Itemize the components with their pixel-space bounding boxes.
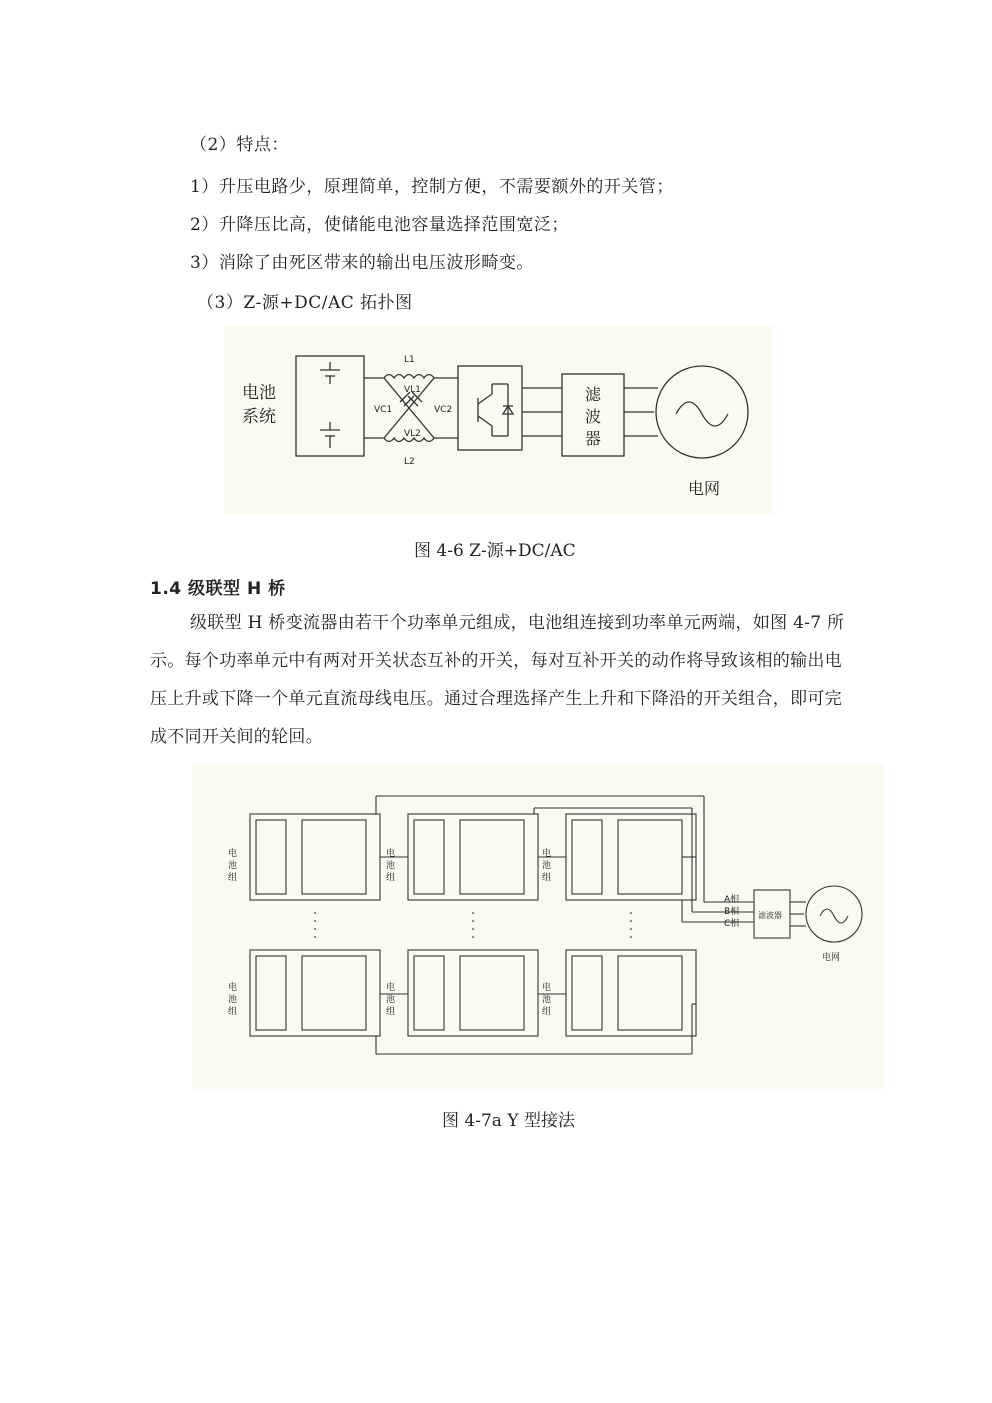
battery-group-char-1: 电 — [542, 983, 552, 993]
inverter-box — [458, 366, 522, 450]
section-1-4-paragraph: 级联型 H 桥变流器由若干个功率单元组成，电池组连接到功率单元两端，如图 4-7 所示。每个功率单元中有两对开关状态互补的开关，每对互补开关的动作将导致该相的输出电压上升或下降一个单元直流母线电压。通过合理选择产生上升和下降沿的开关组合，即可完成不同开关间的轮回。 — [150, 613, 845, 747]
filter-char-3: 器 — [585, 429, 602, 448]
label-vc1: VC1 — [374, 405, 393, 415]
battery-group-char-2: 池 — [542, 861, 552, 871]
figure-4-7a-caption: 图 4-7a Y 型接法 — [442, 1111, 575, 1131]
section-title-topology: （3）Z-源+DC/AC 拓扑图 — [197, 293, 413, 313]
battery-group-char-1: 电 — [386, 849, 396, 859]
figure-4-6 — [224, 326, 772, 514]
phase-c-label: C相 — [724, 919, 740, 929]
filter-label: 滤波器 — [758, 911, 782, 920]
battery-group-char-1: 电 — [542, 849, 552, 859]
battery-group-char-2: 池 — [228, 861, 238, 871]
z-source-diagram — [224, 326, 772, 514]
feature-item-3: 3）消除了由死区带来的输出电压波形畸变。 — [190, 253, 534, 273]
battery-group-char-2: 池 — [386, 861, 396, 871]
inductor-l1 — [384, 375, 434, 379]
battery-group-char-3: 组 — [228, 873, 238, 883]
grid-label-small: 电网 — [822, 953, 841, 963]
battery-label-line1: 电池 — [242, 383, 276, 403]
figure-4-7a — [192, 764, 884, 1089]
feature-item-2: 2）升降压比高，使储能电池容量选择范围宽泛； — [190, 215, 569, 235]
filter-char-2: 波 — [585, 407, 602, 426]
battery-label-line2: 系统 — [242, 407, 276, 427]
battery-group-char-1: 电 — [228, 849, 238, 859]
section-title-features: （2）特点： — [190, 135, 289, 155]
section-heading-1-4: 1.4 级联型 H 桥 — [150, 579, 286, 599]
phase-b-label: B相 — [724, 907, 740, 917]
grid-label: 电网 — [688, 479, 721, 498]
battery-group-char-2: 池 — [542, 995, 552, 1005]
label-vl2: VL2 — [404, 429, 421, 439]
label-vc2: VC2 — [434, 405, 453, 415]
battery-group-char-1: 电 — [386, 983, 396, 993]
feature-item-1: 1）升压电路少，原理简单，控制方便，不需要额外的开关管； — [190, 177, 674, 197]
battery-group-char-3: 组 — [386, 873, 396, 883]
figure-4-6-caption: 图 4-6 Z-源+DC/AC — [414, 541, 576, 561]
battery-group-char-2: 池 — [228, 995, 238, 1005]
label-vl1: VL1 — [404, 385, 421, 395]
grid-source-circle — [656, 366, 748, 458]
battery-group-char-1: 电 — [228, 983, 238, 993]
grid-circle-small — [806, 886, 862, 942]
battery-group-char-3: 组 — [228, 1007, 238, 1017]
filter-char-1: 滤 — [585, 385, 602, 404]
battery-group-char-2: 池 — [386, 995, 396, 1005]
battery-group-char-3: 组 — [386, 1007, 396, 1017]
battery-group-char-3: 组 — [542, 873, 552, 883]
cascaded-h-bridge-diagram — [192, 764, 884, 1089]
label-l2: L2 — [404, 457, 415, 467]
phase-a-label: A相 — [724, 895, 740, 905]
label-l1: L1 — [404, 355, 415, 365]
battery-group-char-3: 组 — [542, 1007, 552, 1017]
